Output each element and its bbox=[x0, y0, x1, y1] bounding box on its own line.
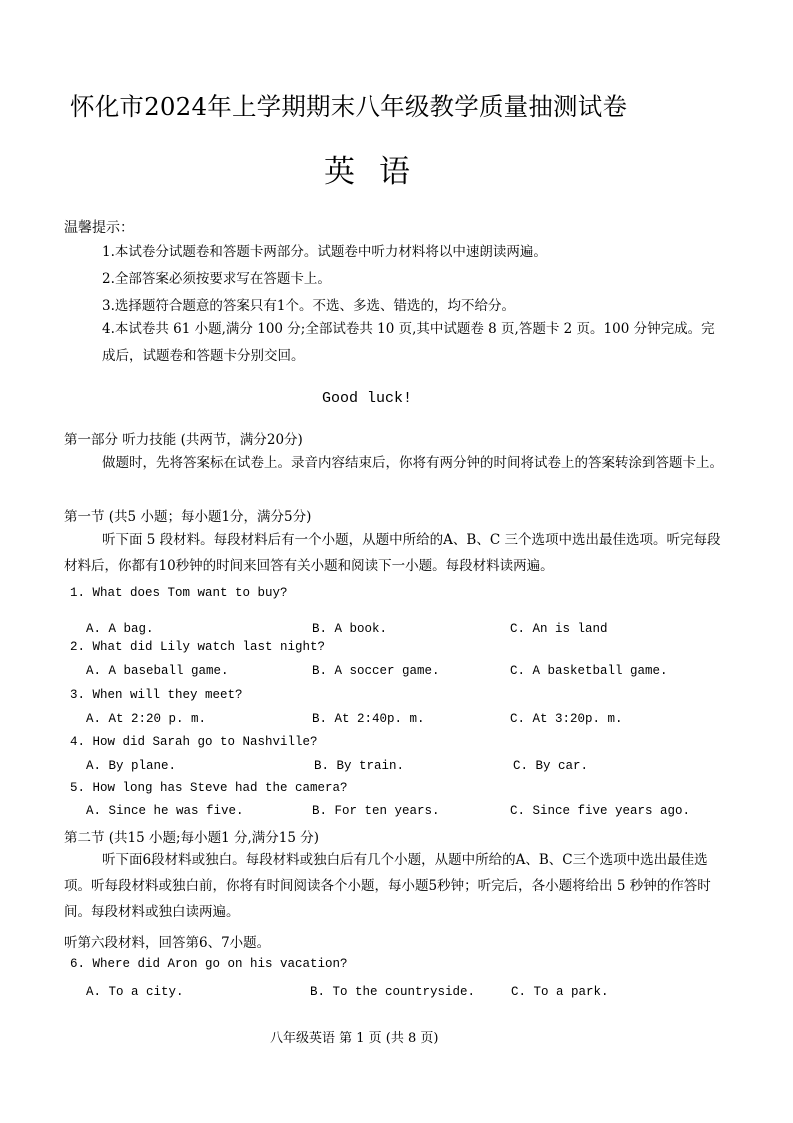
question-4: 4. How did Sarah go to Nashville? bbox=[70, 735, 318, 749]
section1-instructions: 听下面 5 段材料。每段材料后有一个小题，从题中所给的A、B、C 三个选项中选出最佳选项。听完每段材料后，你都有10秒钟的时间来回答有关小题和阅读下一小题。每段材料读两遍。 bbox=[64, 532, 721, 574]
q6-option-a: A. To a city. bbox=[86, 985, 184, 999]
section2-heading: 第二节 (共15 小题;每小题1 分,满分15 分) bbox=[64, 830, 319, 846]
exam-title: 怀化市2024年上学期期末八年级教学质量抽测试卷 bbox=[70, 92, 628, 121]
q2-option-a: A. A baseball game. bbox=[86, 664, 229, 678]
q3-option-a: A. At 2:20 p. m. bbox=[86, 712, 207, 726]
tip-2: 2.全部答案必须按要求写在答题卡上。 bbox=[102, 271, 331, 287]
q6-option-c: C. To a park. bbox=[511, 985, 609, 999]
q1-option-c: C. An is land bbox=[510, 622, 608, 636]
q5-option-c: C. Since five years ago. bbox=[510, 804, 691, 818]
q5-option-a: A. Since he was five. bbox=[86, 804, 244, 818]
q5-option-b: B. For ten years. bbox=[312, 804, 440, 818]
q3-option-b: B. At 2:40p. m. bbox=[312, 712, 425, 726]
q2-option-c: C. A basketball game. bbox=[510, 664, 668, 678]
page-footer: 八年级英语 第 1 页 (共 8 页) bbox=[270, 1031, 439, 1046]
q4-option-a: A. By plane. bbox=[86, 759, 177, 773]
good-luck: Good luck! bbox=[322, 390, 413, 407]
question-1: 1. What does Tom want to buy? bbox=[70, 586, 288, 600]
tip-1: 1.本试卷分试题卷和答题卡两部分。试题卷中听力材料将以中速朗读两遍。 bbox=[102, 244, 547, 260]
question-6: 6. Where did Aron go on his vacation? bbox=[70, 957, 348, 971]
material6-label: 听第六段材料，回答第6、7小题。 bbox=[64, 935, 271, 951]
section2-instructions: 听下面6段材料或独白。每段材料或独白后有几个小题，从题中所给的A、B、C三个选项中选出最佳选项。听每段材料或独白前，你将有时间阅读各个小题，每小题5秒钟；听完后，各小题将给出 5 秒钟的作答时间。每段材料或独白读两遍。 bbox=[64, 852, 711, 920]
q1-option-a: A. A bag. bbox=[86, 622, 154, 636]
q2-option-b: B. A soccer game. bbox=[312, 664, 440, 678]
section1-heading: 第一节 (共5 小题；每小题1分，满分5分) bbox=[64, 509, 312, 525]
q4-option-c: C. By car. bbox=[513, 759, 589, 773]
q1-option-b: B. A book. bbox=[312, 622, 388, 636]
question-2: 2. What did Lily watch last night? bbox=[70, 640, 326, 654]
subject-title: 英语 bbox=[324, 154, 434, 190]
tip-3: 3.选择题符合题意的答案只有1个。不选、多选、错选的，均不给分。 bbox=[102, 298, 515, 314]
question-3: 3. When will they meet? bbox=[70, 688, 243, 702]
question-5: 5. How long has Steve had the camera? bbox=[70, 781, 348, 795]
q3-option-c: C. At 3:20p. m. bbox=[510, 712, 623, 726]
q4-option-b: B. By train. bbox=[314, 759, 405, 773]
part1-instructions: 做题时，先将答案标在试卷上。录音内容结束后，你将有两分钟的时间将试卷上的答案转涂到答题卡上。 bbox=[102, 455, 723, 471]
q6-option-b: B. To the countryside. bbox=[310, 985, 476, 999]
part1-heading: 第一部分 听力技能 (共两节，满分20分) bbox=[64, 432, 303, 448]
tip-4: 4.本试卷共 61 小题,满分 100 分;全部试卷共 10 页,其中试题卷 8 页,答题卡 2 页。100 分钟完成。完成后，试题卷和答题卡分别交回。 bbox=[102, 321, 715, 364]
tips-label: 温馨提示： bbox=[64, 220, 134, 236]
